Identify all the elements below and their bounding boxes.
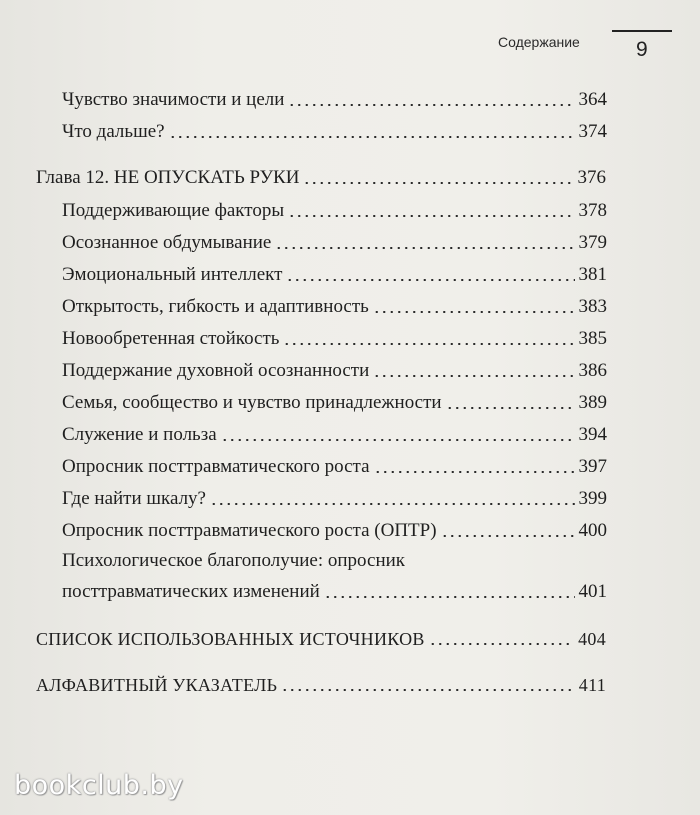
dot-leader bbox=[446, 407, 575, 409]
toc-entry bbox=[62, 291, 607, 319]
toc-entry-title: Открытость, гибкость и адаптивность bbox=[62, 296, 369, 317]
toc-entry-title: Опросник посттравматического роста bbox=[62, 456, 370, 477]
dot-leader bbox=[374, 471, 575, 473]
toc-entry-page: 397 bbox=[578, 456, 607, 477]
running-header: Содержание bbox=[498, 34, 580, 50]
toc-entry-page: 378 bbox=[578, 200, 607, 221]
dot-leader bbox=[429, 643, 574, 645]
toc-entry-page: 400 bbox=[578, 520, 607, 541]
toc-entry-page: 399 bbox=[578, 488, 607, 509]
toc-entry-title: АЛФАВИТНЫЙ УКАЗАТЕЛЬ bbox=[36, 675, 278, 695]
toc-entry-title: Служение и польза bbox=[62, 424, 217, 445]
toc-entry-page: 364 bbox=[578, 89, 607, 110]
toc-entry bbox=[62, 355, 607, 383]
dot-leader bbox=[373, 311, 575, 313]
toc-entry-page: 381 bbox=[578, 264, 607, 285]
toc-entry bbox=[62, 227, 607, 255]
toc-entry bbox=[62, 195, 607, 223]
toc-entry-page: 379 bbox=[578, 232, 607, 253]
dot-leader bbox=[281, 689, 574, 691]
header-rule bbox=[612, 30, 672, 32]
toc-entry-title-line2: посттравматических изменений bbox=[62, 581, 320, 602]
toc-entry-title: СПИСОК ИСПОЛЬЗОВАННЫХ ИСТОЧНИКОВ bbox=[36, 629, 425, 649]
toc-entry-title: Что дальше? bbox=[62, 121, 165, 142]
toc-entry-title: Новообретенная стойкость bbox=[62, 328, 280, 349]
toc-entry bbox=[62, 116, 607, 144]
toc-entry-title: Где найти шкалу? bbox=[62, 488, 206, 509]
toc-entry-title: Поддерживающие факторы bbox=[62, 200, 285, 221]
toc-entry bbox=[62, 483, 607, 511]
toc-entry-page: 401 bbox=[578, 581, 607, 602]
dot-leader bbox=[221, 439, 575, 441]
toc-entry-page: 389 bbox=[578, 392, 607, 413]
toc-entry-title: Опросник посттравматического роста (ОПТР) bbox=[62, 520, 437, 541]
toc-entry-page: 411 bbox=[578, 675, 606, 695]
toc-entry bbox=[62, 576, 607, 604]
dot-leader bbox=[286, 279, 574, 281]
toc-entry-title: Семья, сообщество и чувство принадлежности bbox=[62, 392, 442, 413]
dot-leader bbox=[373, 375, 574, 377]
dot-leader bbox=[288, 215, 574, 217]
toc-entry-title: Осознанное обдумывание bbox=[62, 232, 272, 253]
toc-entry-page: 394 bbox=[578, 424, 607, 445]
toc-chapter-entry bbox=[36, 162, 606, 190]
toc-entry bbox=[62, 419, 607, 447]
dot-leader bbox=[324, 596, 575, 598]
toc-section-entry bbox=[36, 669, 606, 697]
toc-entry-title-line1: Психологическое благополучие: опросник bbox=[62, 550, 406, 571]
dot-leader bbox=[303, 182, 573, 184]
toc-section-entry bbox=[36, 623, 606, 651]
dot-leader bbox=[288, 104, 574, 106]
dot-leader bbox=[441, 535, 575, 537]
toc-entry bbox=[62, 451, 607, 479]
toc-entry-page: 383 bbox=[578, 296, 607, 317]
toc-entry-title: Поддержание духовной осознанности bbox=[62, 360, 370, 381]
toc-entry-title: Чувство значимости и цели bbox=[62, 89, 285, 110]
toc-entry bbox=[62, 259, 607, 287]
toc-entry-page: 374 bbox=[578, 121, 607, 142]
page-number: 9 bbox=[636, 38, 648, 61]
watermark-text: bookclub.by bbox=[14, 770, 184, 801]
toc-entry bbox=[62, 515, 607, 543]
dot-leader bbox=[275, 247, 574, 249]
toc-entry-page: 385 bbox=[578, 328, 607, 349]
toc-entry bbox=[62, 84, 607, 112]
dot-leader bbox=[169, 136, 575, 138]
toc-entry-page: 404 bbox=[578, 629, 606, 649]
toc-entry-title: Глава 12. НЕ ОПУСКАТЬ РУКИ bbox=[36, 167, 300, 188]
toc-entry-page: 376 bbox=[577, 167, 606, 188]
toc-entry-page: 386 bbox=[578, 360, 607, 381]
toc-entry-title: Эмоциональный интеллект bbox=[62, 264, 283, 285]
toc-entry bbox=[62, 387, 607, 415]
dot-leader bbox=[210, 503, 575, 505]
toc-entry bbox=[62, 323, 607, 351]
dot-leader bbox=[283, 343, 574, 345]
